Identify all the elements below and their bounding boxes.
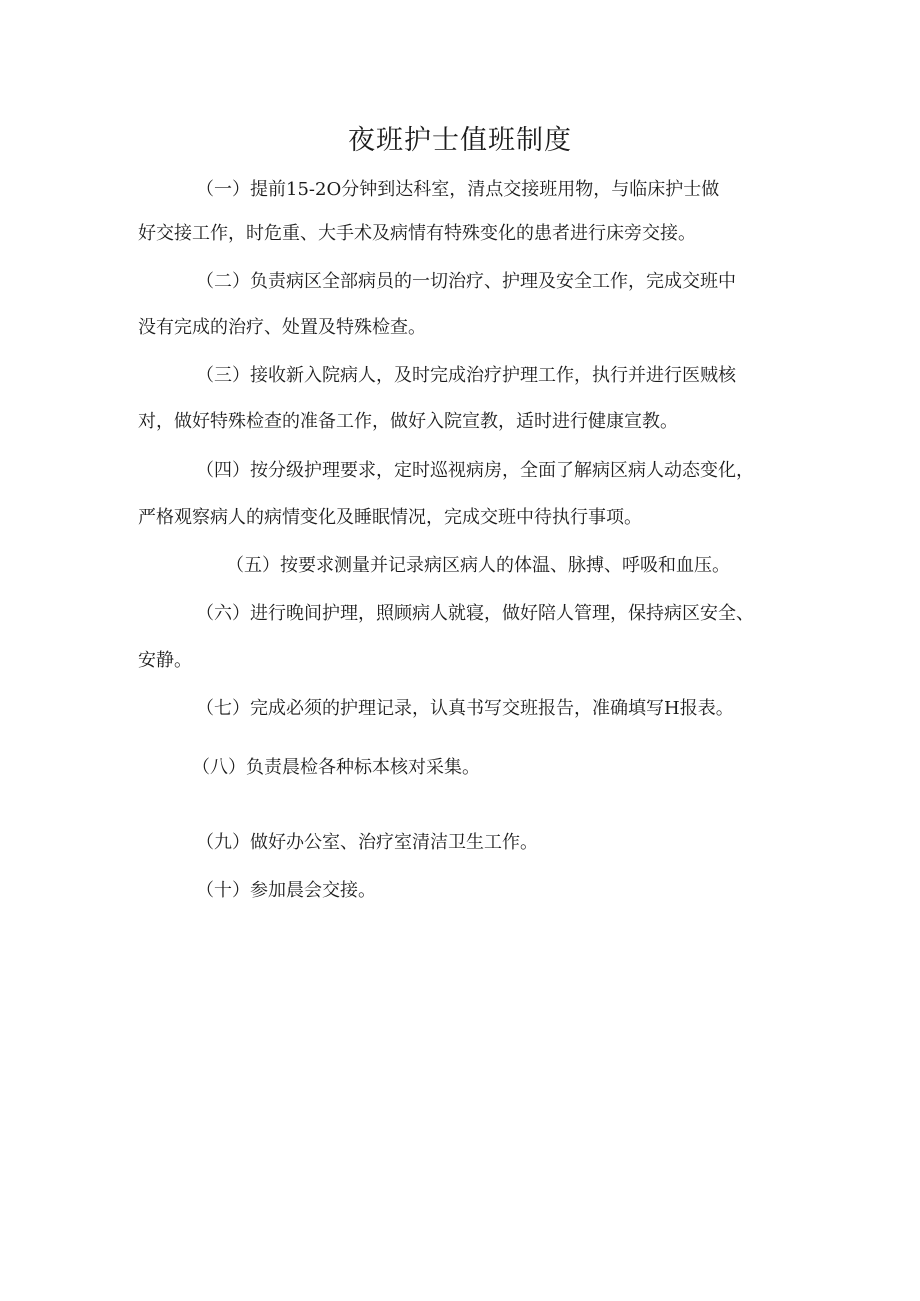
item-1-line-2: 好交接工作，时危重、大手术及病情有特殊变化的患者进行床旁交接。 [138, 223, 696, 244]
item-2-line-1: （二）负责病区全部病员的一切治疗、护理及安全工作，完成交班中 [196, 271, 736, 292]
item-2-line-2: 没有完成的治疗、处置及特殊检查。 [138, 317, 426, 338]
item-8-line-1: （八）负责晨检各种标本核对采集。 [192, 757, 480, 778]
item-4-line-2: 严格观察病人的病情变化及睡眠情况，完成交班中待执行事项。 [138, 507, 642, 528]
document-title: 夜班护士值班制度 [348, 125, 572, 156]
item-4-line-1: （四）按分级护理要求，定时巡视病房，全面了解病区病人动态变化， [196, 460, 754, 481]
item-5-line-1: （五）按要求测量并记录病区病人的体温、脉搏、呼吸和血压。 [226, 555, 730, 576]
item-6-line-2: 安静。 [138, 650, 192, 671]
item-1-line-1: （一）提前15-2O分钟到达科室，清点交接班用物，与临床护士做 [196, 179, 720, 200]
item-3-line-2: 对，做好特殊检查的准备工作，做好入院宣教，适时进行健康宣教。 [138, 411, 678, 432]
item-9-line-1: （九）做好办公室、治疗室清洁卫生工作。 [196, 832, 538, 853]
item-7-line-1: （七）完成必须的护理记录，认真书写交班报告，准确填写H报表。 [196, 698, 734, 719]
item-3-line-1: （三）接收新入院病人，及时完成治疗护理工作，执行并进行医贼核 [196, 365, 736, 386]
item-10-line-1: （十）参加晨会交接。 [196, 880, 376, 901]
item-6-line-1: （六）进行晚间护理，照顾病人就寝，做好陪人管理，保持病区安全、 [196, 603, 754, 624]
